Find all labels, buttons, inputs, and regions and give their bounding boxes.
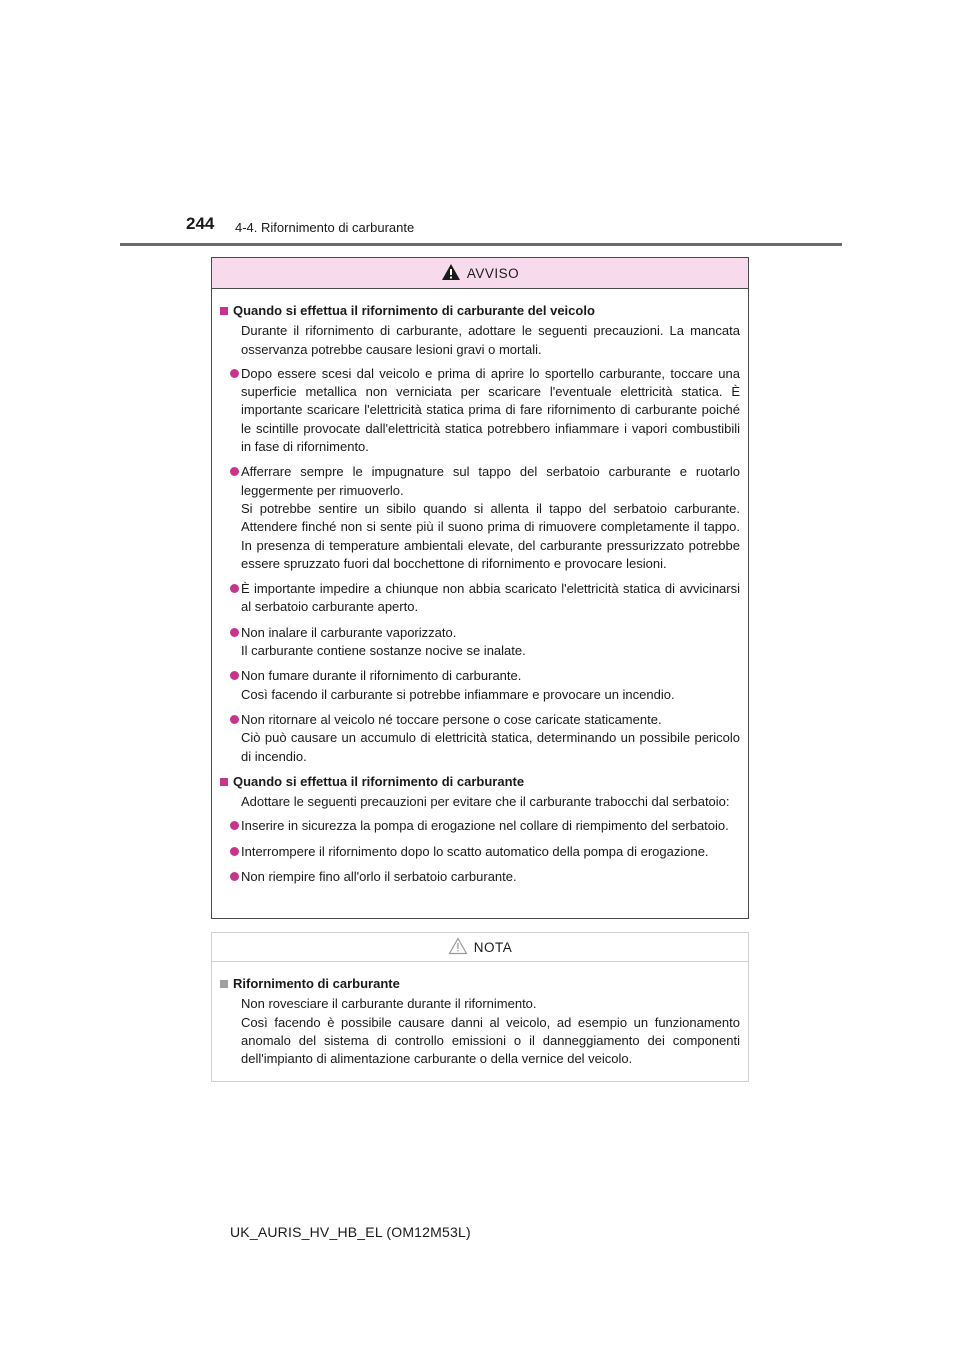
notice-section-title	[220, 975, 740, 993]
section-title-text: Quando si effettua il rifornimento di carburante	[233, 773, 525, 789]
notice-header	[212, 933, 748, 962]
section-title-text: Rifornimento di carburante	[233, 976, 400, 991]
list-item	[220, 667, 740, 704]
list-item	[220, 624, 740, 661]
bullet-dot-icon	[230, 369, 239, 378]
bullet-text: Inserire in sicurezza la pompa di erogazione nel collare di riempimento del serbatoio.	[241, 818, 729, 834]
warning-title: AVVISO	[466, 265, 520, 281]
bullet-dot-icon	[230, 872, 239, 881]
bullet-dot-icon	[230, 671, 239, 680]
warning-header	[212, 258, 748, 289]
bullet-text: Dopo essere scesi dal veicolo e prima di aprire lo sportello carburante, toccare una superficie metallica non verniciata per scaricare l'eventuale elettricità statica. È importante scaricare l'elettricità statica prima di fare rifornimento di carburante poiché le scintille provocate dall'elettricità statica potrebbero infiammare i vapori combustibili in fase di rifornimento.	[241, 365, 740, 455]
notice-line: Così facendo è possibile causare danni al veicolo, ad esempio un funzionamento anomalo del sistema di controllo emissioni o il danneggiamento dei componenti dell'impianto di alimentazione carburante o della vernice del veicolo.	[241, 1014, 740, 1067]
list-item	[220, 868, 740, 886]
bullet-text: Afferrare sempre le impugnature sul tappo del serbatoio carburante e ruotarlo leggermente per rimuoverlo.	[241, 464, 740, 498]
warning-section-title	[220, 302, 740, 320]
list-item	[220, 843, 740, 861]
list-item	[220, 580, 740, 617]
square-marker-icon	[220, 778, 228, 786]
list-item	[220, 817, 740, 835]
caution-triangle-icon	[448, 937, 468, 955]
notice-content	[212, 962, 748, 1068]
document-code: UK_AURIS_HV_HB_EL (OM12M53L)	[230, 1224, 471, 1240]
bullet-text: Non inalare il carburante vaporizzato.	[241, 624, 457, 640]
notice-box	[211, 932, 749, 1082]
warning-section-title	[220, 773, 740, 791]
bullet-text: Interrompere il rifornimento dopo lo scatto automatico della pompa di erogazione.	[241, 843, 709, 859]
square-marker-icon	[220, 307, 228, 315]
list-item	[220, 365, 740, 456]
bullet-dot-icon	[230, 821, 239, 830]
bullet-text: Non fumare durante il rifornimento di carburante.	[241, 668, 522, 684]
bullet-text: Non ritornare al veicolo né toccare persone o cose caricate staticamente.	[241, 711, 662, 727]
header-rule	[120, 243, 842, 246]
square-marker-icon	[220, 980, 228, 988]
notice-title: NOTA	[473, 939, 513, 955]
list-item	[220, 463, 740, 573]
warning-box	[211, 257, 749, 919]
page-number: 244	[186, 214, 215, 233]
bullet-text: Così facendo il carburante si potrebbe infiammare e provocare un incendio.	[241, 686, 675, 702]
list-item	[220, 711, 740, 766]
warning-content	[212, 289, 748, 886]
warning-triangle-icon	[441, 263, 461, 281]
section-title-text: Quando si effettua il rifornimento di carburante del veicolo	[233, 303, 595, 318]
bullet-dot-icon	[230, 467, 239, 476]
bullet-text: È importante impedire a chiunque non abbia scaricato l'elettricità statica di avvicinarsi al serbatoio carburante aperto.	[241, 581, 740, 615]
bullet-text: Si potrebbe sentire un sibilo quando si allenta il tappo del serbatoio carburante. Attendere finché non si sente più il suono prima di rimuovere completamente il tappo. In presenza di temperature ambientali elevate, del carburante pressurizzato potrebbe essere spruzzato fuori dal bocchettone di rifornimento e provocare lesioni.	[241, 500, 740, 571]
bullet-text: Ciò può causare un accumulo di elettricità statica, determinando un possibile pericolo di incendio.	[241, 730, 740, 764]
warning-section-body: Adottare le seguenti precauzioni per evitare che il carburante trabocchi dal serbatoio:	[241, 794, 730, 810]
bullet-text: Non riempire fino all'orlo il serbatoio carburante.	[241, 869, 517, 885]
bullet-dot-icon	[230, 847, 239, 856]
bullet-dot-icon	[230, 628, 239, 637]
bullet-dot-icon	[230, 715, 239, 724]
notice-section-body	[220, 995, 740, 1068]
bullet-dot-icon	[230, 584, 239, 593]
notice-line: Non rovesciare il carburante durante il rifornimento.	[241, 996, 537, 1012]
section-title: 4-4. Rifornimento di carburante	[235, 220, 415, 235]
warning-section-body: Durante il rifornimento di carburante, adottare le seguenti precauzioni. La mancata osservanza potrebbe causare lesioni gravi o mortali.	[241, 323, 740, 357]
bullet-text: Il carburante contiene sostanze nocive se inalate.	[241, 643, 526, 659]
